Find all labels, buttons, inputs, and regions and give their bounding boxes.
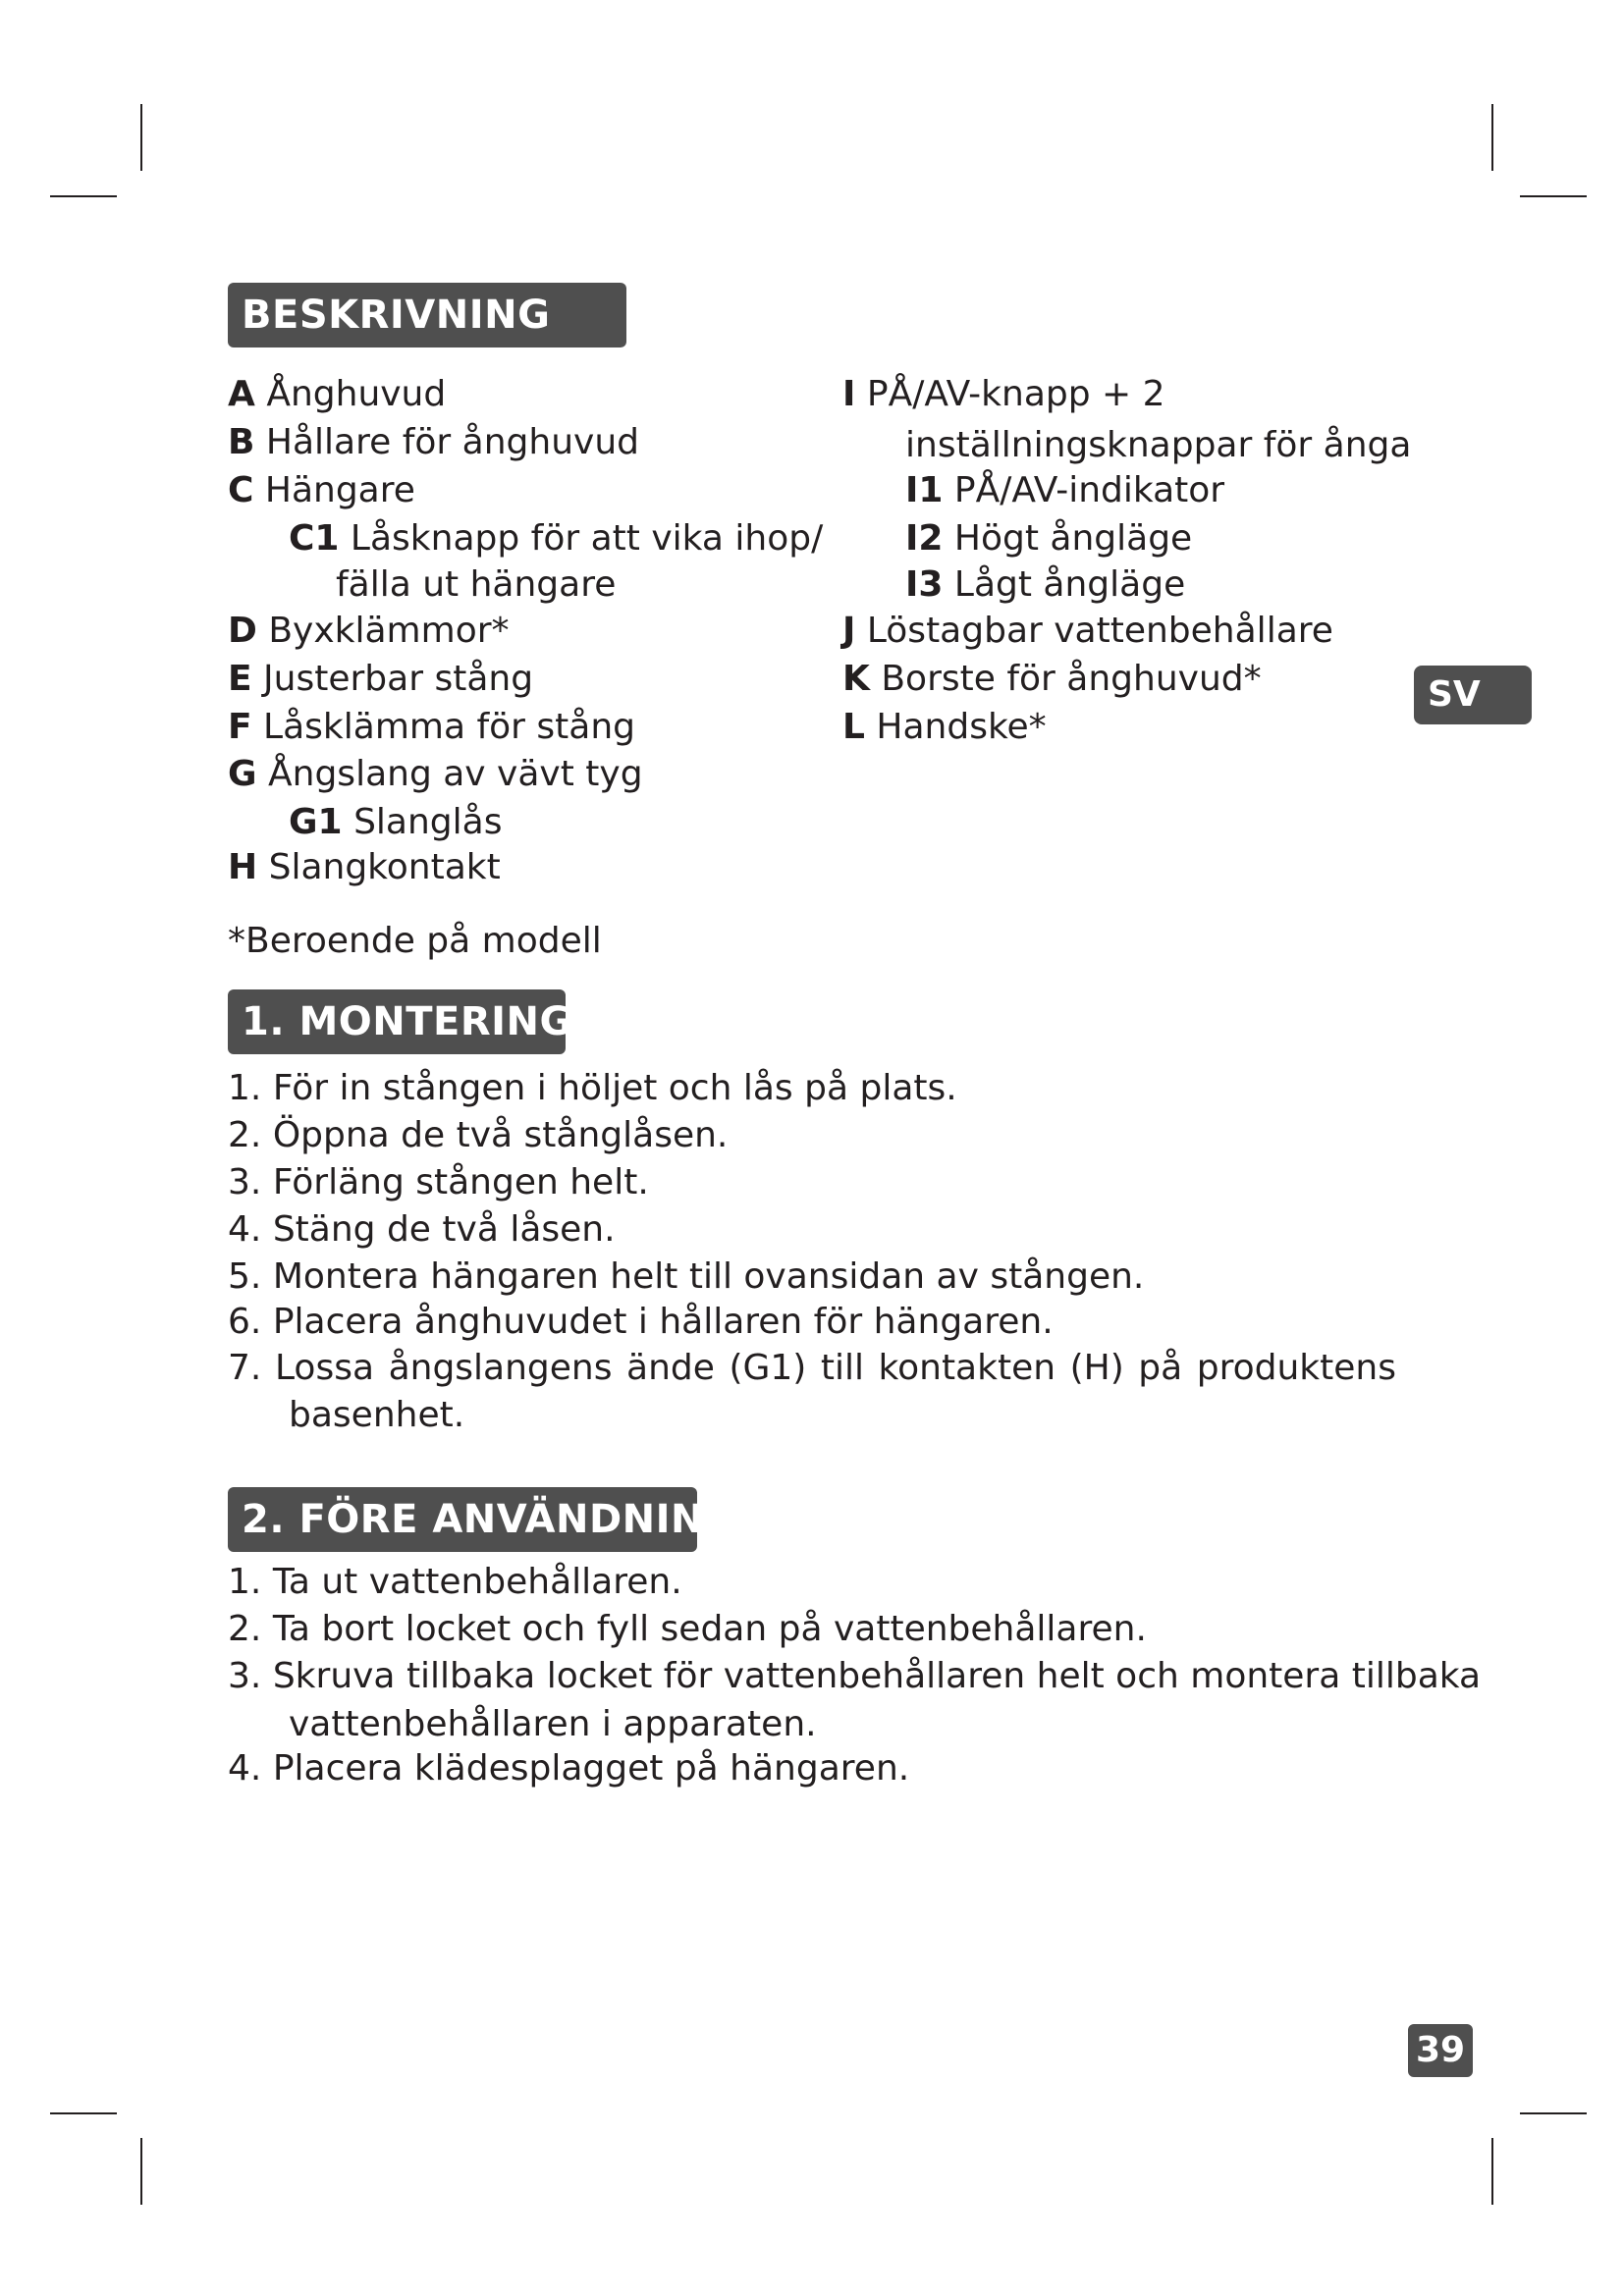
part-text: Borste för ånghuvud* [881, 659, 1262, 699]
language-badge: SV [1414, 666, 1532, 724]
step-number: 4. [228, 1748, 262, 1789]
part-label: K [842, 659, 870, 699]
part-text: Slanglås [353, 802, 503, 842]
part-item-b [228, 419, 639, 466]
part-label: F [228, 707, 252, 747]
list-item [228, 1606, 1147, 1653]
part-label: J [842, 611, 856, 651]
step-text: Skruva tillbaka locket för vattenbehållaren helt och montera tillbaka [272, 1656, 1482, 1696]
part-text: Byxklämmor* [268, 611, 510, 651]
crop-mark [50, 2112, 117, 2114]
part-text: Högt ångläge [953, 518, 1193, 559]
part-label: I1 [905, 470, 944, 510]
step-number: 7. [228, 1348, 262, 1388]
part-label: C1 [289, 518, 340, 559]
step-text: Montera hängaren helt till ovansidan av stången. [272, 1256, 1145, 1297]
part-label: G1 [289, 802, 343, 842]
part-item-i-cont: inställningsknappar för ånga [905, 425, 1412, 465]
part-item-i1 [905, 467, 1224, 514]
part-label: H [228, 847, 258, 887]
crop-mark [1520, 195, 1587, 197]
part-text: Låsklämma för stång [263, 707, 636, 747]
list-item [228, 1299, 1054, 1346]
step-text: Stäng de två låsen. [272, 1209, 616, 1250]
step-text: Placera klädesplagget på hängaren. [272, 1748, 910, 1789]
part-item-i3 [905, 561, 1185, 609]
part-text: Slangkontakt [268, 847, 501, 887]
part-item-h [228, 844, 501, 891]
part-text: Löstagbar vattenbehållare [866, 611, 1333, 651]
part-text: Låsknapp för att vika ihop/ [350, 518, 824, 559]
part-text: Handske* [876, 707, 1047, 747]
step-text: Öppna de två stånglåsen. [272, 1115, 729, 1155]
part-item-a [228, 371, 446, 418]
crop-mark [1520, 2112, 1587, 2114]
step-number: 1. [228, 1562, 262, 1602]
step-word: ångslangens [388, 1348, 613, 1388]
part-item-e [228, 656, 533, 703]
part-text: PÅ/AV-indikator [953, 470, 1225, 510]
step-text: Placera ånghuvudet i hållaren för hängaren. [272, 1302, 1054, 1342]
list-item [228, 1112, 728, 1159]
crop-mark [140, 2138, 142, 2205]
part-label: E [228, 659, 252, 699]
part-label: I3 [905, 564, 944, 605]
crop-mark [1491, 2138, 1493, 2205]
part-label: C [228, 470, 254, 510]
list-item-cont: basenhet. [289, 1395, 465, 1435]
crop-mark [50, 195, 117, 197]
step-number: 2. [228, 1609, 262, 1649]
step-number: 5. [228, 1256, 262, 1297]
part-text: Lågt ångläge [953, 564, 1186, 605]
section-header-montering: 1. MONTERING [228, 989, 566, 1054]
list-item [228, 1559, 682, 1606]
part-item-c [228, 467, 415, 514]
step-word: produktens [1196, 1348, 1396, 1388]
step-word: på [1138, 1348, 1183, 1388]
part-text: Hängare [264, 470, 415, 510]
crop-mark [140, 104, 142, 171]
step-number: 4. [228, 1209, 262, 1250]
part-label: A [228, 374, 255, 414]
part-item-j [842, 608, 1333, 655]
list-item-justified [275, 1345, 1396, 1392]
list-item [228, 1254, 1144, 1301]
step-text: Ta ut vattenbehållaren. [272, 1562, 682, 1602]
step-text: Ta bort locket och fyll sedan på vattenbehållaren. [272, 1609, 1147, 1649]
step-number: 2. [228, 1115, 262, 1155]
list-item [228, 1206, 616, 1254]
step-word: till [820, 1348, 864, 1388]
part-item-i [842, 371, 1165, 418]
step-text: Förläng stången helt. [272, 1162, 649, 1202]
list-item [228, 1345, 261, 1392]
step-word: Lossa [275, 1348, 375, 1388]
part-label: G [228, 754, 257, 794]
step-word: (H) [1069, 1348, 1124, 1388]
step-word: (G1) [729, 1348, 807, 1388]
part-item-l [842, 704, 1047, 751]
step-number: 3. [228, 1162, 262, 1202]
list-item [228, 1653, 1481, 1700]
step-number: 3. [228, 1656, 262, 1696]
part-label: I [842, 374, 856, 414]
part-label: B [228, 422, 255, 462]
part-item-g [228, 751, 643, 798]
section-header-beskrivning: BESKRIVNING [228, 283, 626, 347]
footnote: *Beroende på modell [228, 921, 602, 961]
list-item [228, 1745, 909, 1792]
step-word: kontakten [878, 1348, 1056, 1388]
list-item [228, 1159, 649, 1206]
crop-mark [1491, 104, 1493, 171]
page-number: 39 [1408, 2024, 1473, 2077]
part-text: Ånghuvud [266, 374, 447, 414]
part-item-d [228, 608, 510, 655]
part-item-g1 [289, 799, 502, 846]
step-number: 6. [228, 1302, 262, 1342]
step-text: För in stången i höljet och lås på plats. [272, 1068, 957, 1108]
part-text: Justerbar stång [263, 659, 534, 699]
part-item-c1 [289, 515, 823, 562]
part-text: Hållare för ånghuvud [265, 422, 639, 462]
part-item-c1-cont: fälla ut hängare [336, 564, 617, 605]
section-header-fore-anvandning: 2. FÖRE ANVÄNDNING [228, 1487, 697, 1552]
part-item-f [228, 704, 635, 751]
part-text: PÅ/AV-knapp + 2 [866, 374, 1165, 414]
part-label: L [842, 707, 865, 747]
part-item-k [842, 656, 1262, 703]
step-word: ände [626, 1348, 715, 1388]
list-item [228, 1065, 957, 1112]
list-item-cont: vattenbehållaren i apparaten. [289, 1704, 817, 1744]
part-item-i2 [905, 515, 1192, 562]
part-label: I2 [905, 518, 944, 559]
part-label: D [228, 611, 257, 651]
part-text: Ångslang av vävt tyg [268, 754, 643, 794]
step-number: 1. [228, 1068, 262, 1108]
